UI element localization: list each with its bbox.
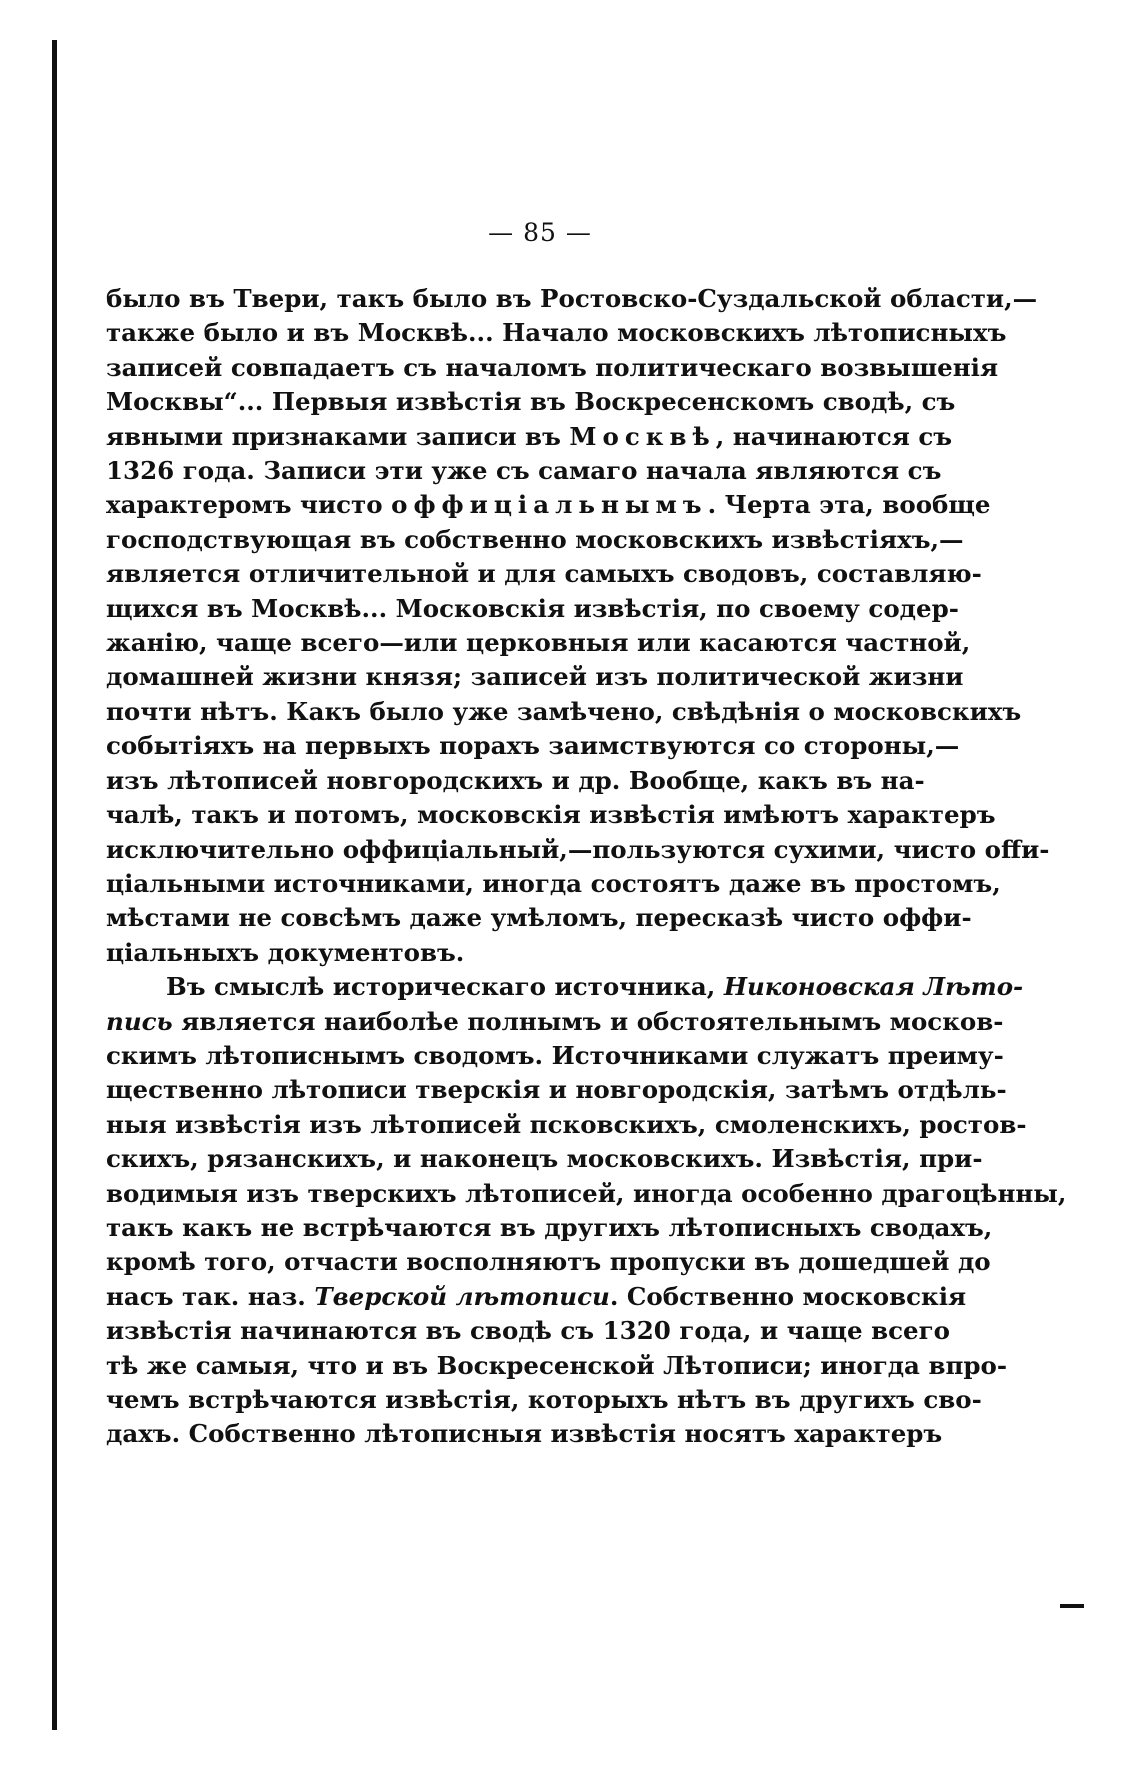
text-line: домашней жизни князя; записей изъ политической жизни [106,662,964,692]
body-text [106,282,1067,1452]
text-line: Москвы“... Первыя извѣстія въ Воскресенскомъ сводѣ, съ [106,387,956,417]
text-line: водимыя изъ тверскихъ лѣтописей, иногда особенно драгоцѣнны, [106,1178,1067,1208]
text-line: ціальными источниками, иногда состоятъ даже въ простомъ, [106,868,1001,898]
text-line: ныя извѣстія изъ лѣтописей псковскихъ, смоленскихъ, ростов- [106,1109,1027,1139]
text-line: такъ какъ не встрѣчаются въ другихъ лѣтописныхъ сводахъ, [106,1212,993,1242]
text-line: исключительно оффиціальный,—пользуются сухими, чисто offи- [106,834,1050,864]
spaced-emphasis: Москвѣ [569,421,716,451]
scan-corner-mark [52,40,56,46]
text-line: мѣстами не совсѣмъ даже умѣломъ, пересказѣ чисто оффи- [106,903,972,933]
text-line: почти нѣтъ. Какъ было уже замѣчено, свѣдѣнія о московскихъ [106,696,1022,726]
text-line: дахъ. Собственно лѣтописныя извѣстія носятъ характеръ [106,1419,943,1449]
text-line: является отличительной и для самыхъ сводовъ, составляю- [106,559,982,589]
text-line: господствующая въ собственно московскихъ извѣстіяхъ,— [106,524,964,554]
text-line: Въ смыслѣ историческаго источника, Никоновская Лѣто- [166,972,1024,1002]
text-line: щественно лѣтописи тверскія и новгородскія, затѣмъ отдѣль- [106,1075,1007,1105]
text-line: насъ так. наз. Тверской лѣтописи. Собственно московскія [106,1281,967,1311]
text-line: скимъ лѣтописнымъ сводомъ. Источниками служатъ преиму- [106,1040,1004,1070]
page-number: — 85 — [488,218,592,247]
scan-margin-mark [1060,1604,1084,1608]
scan-binding-edge [52,40,57,1730]
spaced-emphasis: оффиціальнымъ [391,490,708,520]
text-line: изъ лѣтописей новгородскихъ и др. Вообще, какъ въ на- [106,765,925,795]
text-line: ціальныхъ документовъ. [106,937,465,967]
text-line: жанію, чаще всего—или церковныя или касаются частной, [106,628,971,658]
text-line: пись является наиболѣе полнымъ и обстоятельнымъ москов- [106,1006,1004,1036]
text-line: скихъ, рязанскихъ, и наконецъ московскихъ. Извѣстія, при- [106,1144,983,1174]
italic-title: Тверской лѣтописи [314,1281,610,1311]
text-line: чалѣ, такъ и потомъ, московскія извѣстія имѣютъ характеръ [106,800,996,830]
text-line: тѣ же самыя, что и въ Воскресенской Лѣтописи; иногда впро- [106,1350,1008,1380]
text-line: чемъ встрѣчаются извѣстія, которыхъ нѣтъ въ другихъ сво- [106,1385,982,1414]
text-line: событіяхъ на первыхъ порахъ заимствуются со стороны,— [106,731,960,761]
text-line: 1326 года. Записи эти уже съ самаго начала являются съ [106,456,942,486]
text-line: щихся въ Москвѣ... Московскія извѣстія, по своему содер- [106,593,959,623]
text-line: характеромъ чисто оффиціальнымъ. Черта эта, вообще [106,490,991,520]
text-line: было въ Твери, такъ было въ Ростовско-Суздальской области,— [106,284,1038,313]
text-line: извѣстія начинаются въ сводѣ съ 1320 года, и чаще всего [106,1316,950,1346]
text-line: записей совпадаетъ съ началомъ политическаго возвышенія [106,352,999,382]
text-line: явными признаками записи въ Москвѣ, начинаются съ [106,421,953,451]
text-line: также было и въ Москвѣ... Начало московскихъ лѣтописныхъ [106,318,1007,348]
text-line: кромѣ того, отчасти восполняютъ пропуски въ дошедшей до [106,1247,991,1277]
italic-title: пись [106,1006,173,1036]
italic-title: Никоновская Лѣто- [723,972,1024,1002]
